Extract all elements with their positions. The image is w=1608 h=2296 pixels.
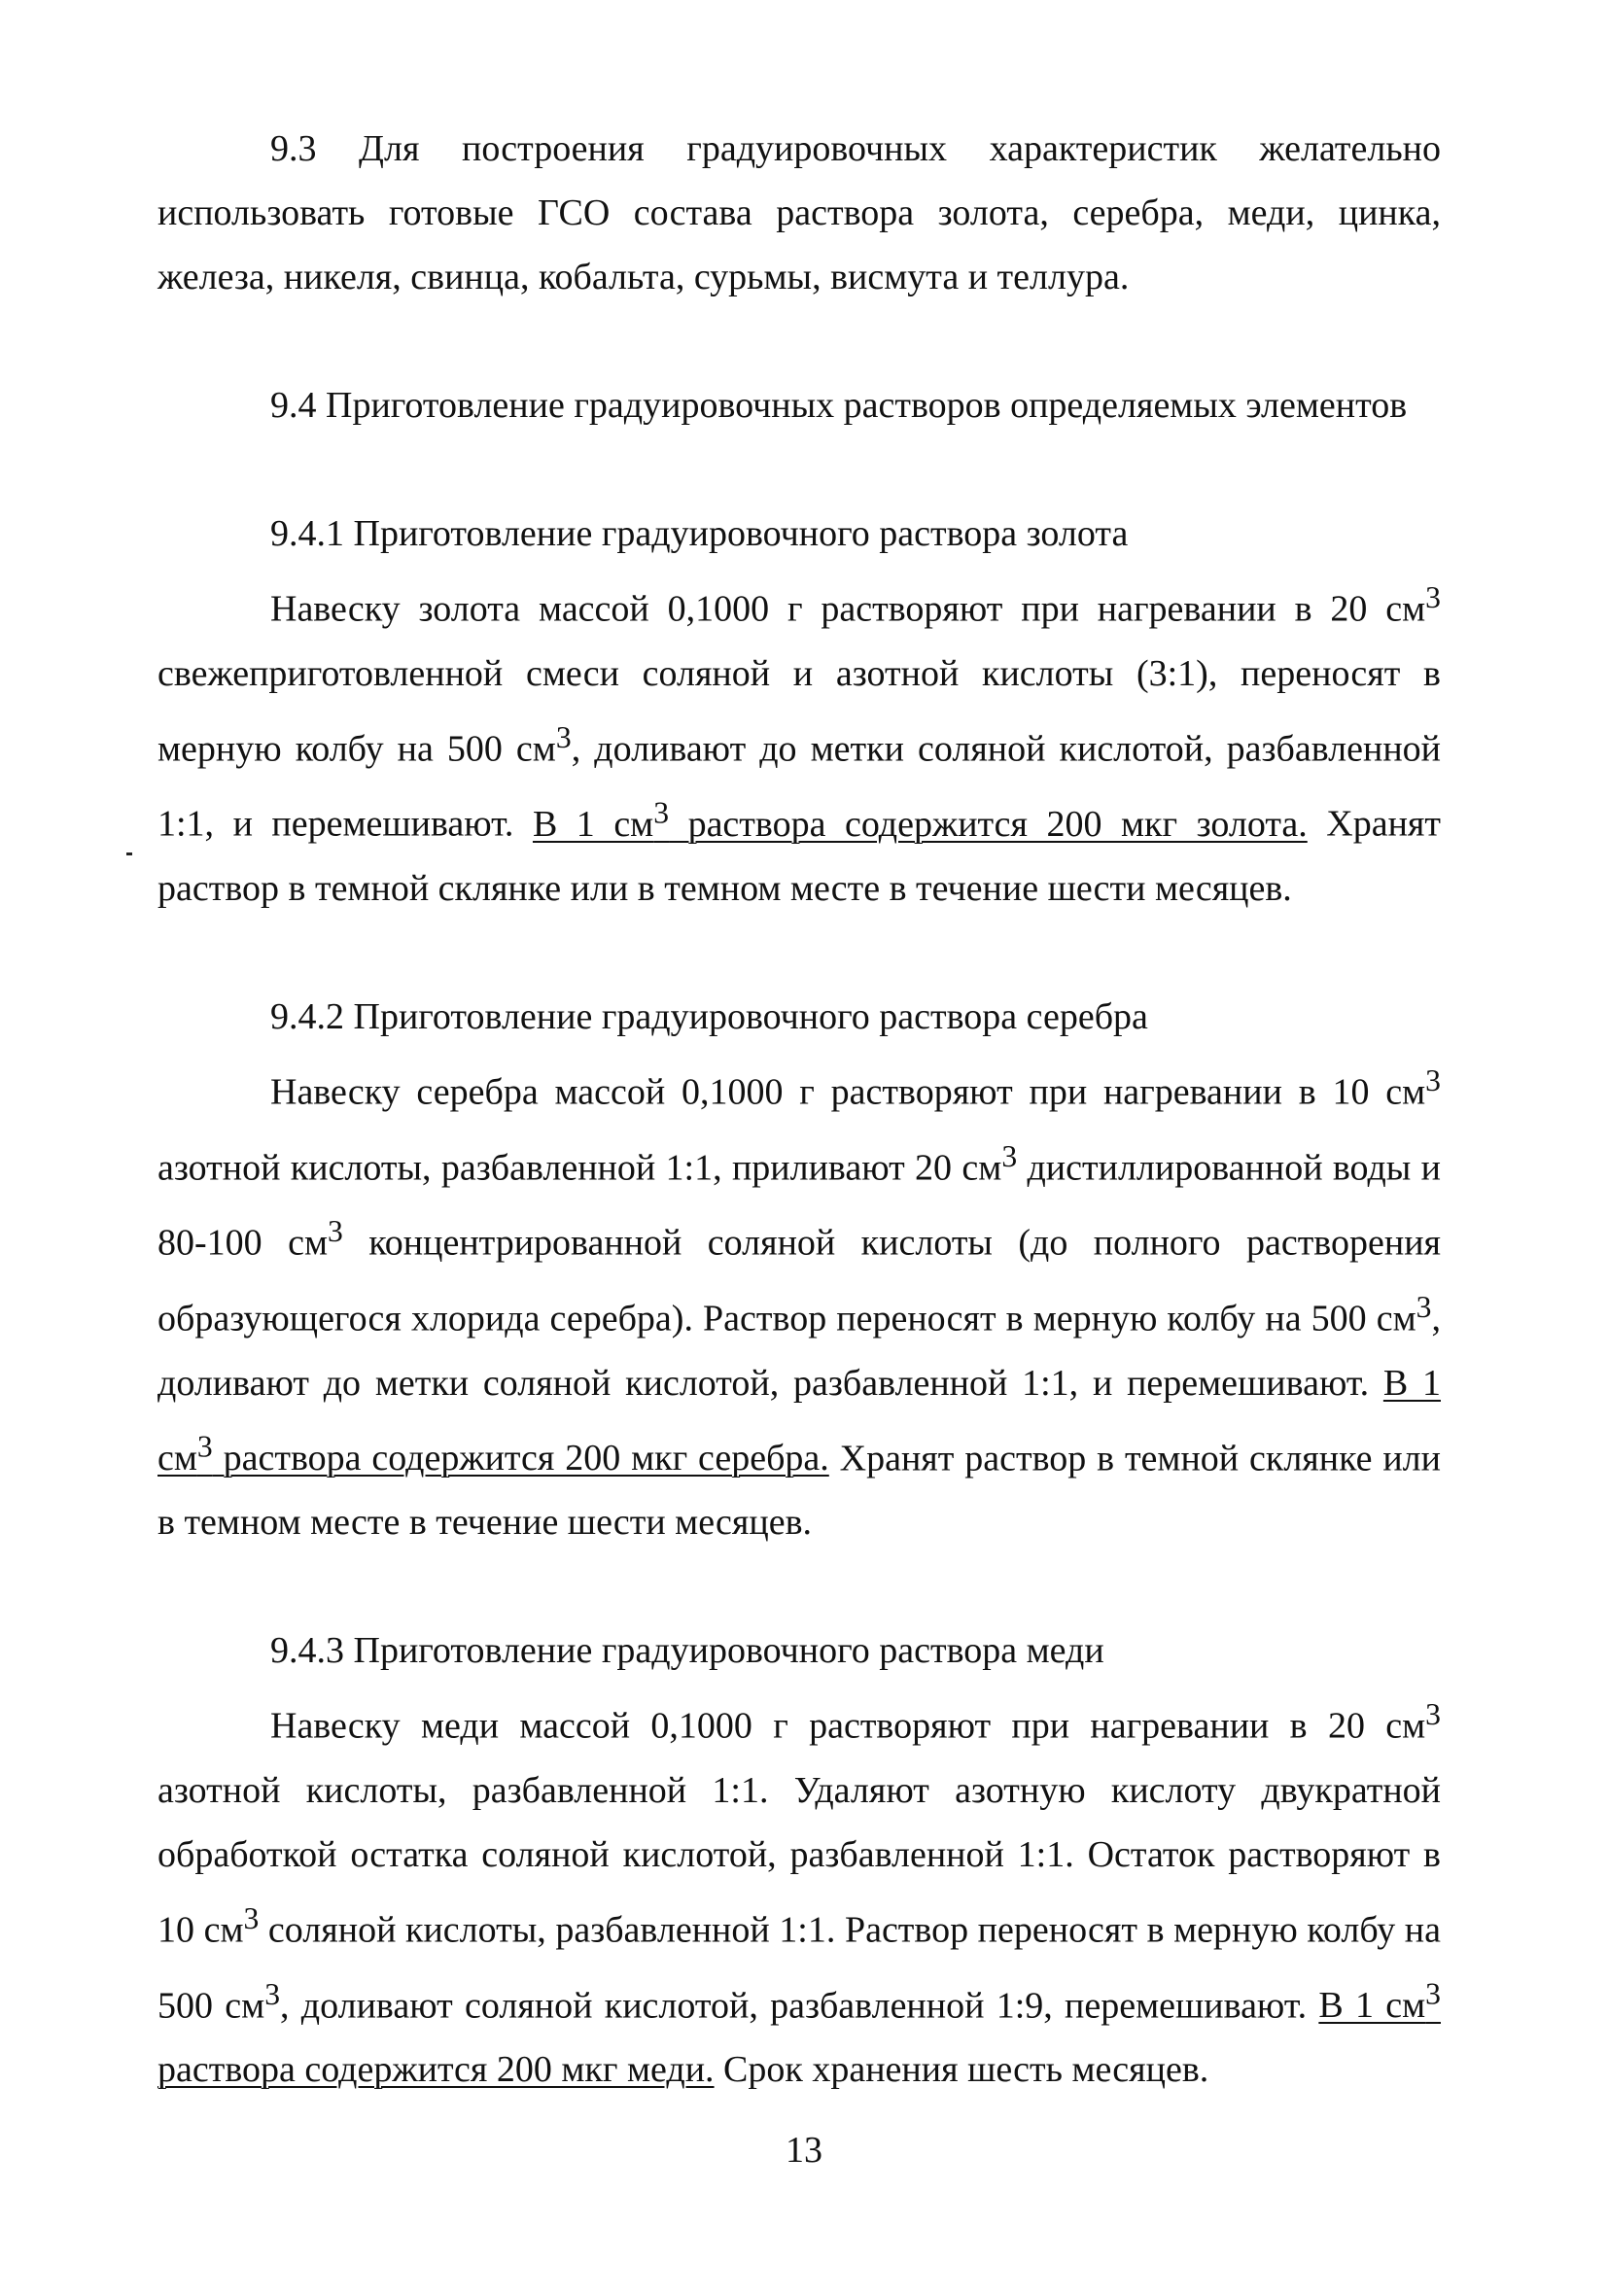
text-run: Срок хранения шесть месяцев. [714,2049,1209,2091]
spacer [157,921,1441,985]
heading-text: 9.4.2 Приготовление градуировочного раствора серебра [270,995,1148,1037]
text-run: азотной кислоты, разбавленной 1:1, приливают 20 см [157,1147,1002,1189]
text-run: раствора содержится 200 мкг золота. [669,803,1308,845]
spacer [157,437,1441,502]
document-page [157,117,1441,2102]
text-run: концентрированной соляной кислоты (до полного растворения образующегося хлорида серебра). Раствор переносят в мерную колбу на 500 см [157,1222,1442,1339]
heading-text: 9.4.3 Приготовление градуировочного раствора меди [270,1630,1104,1672]
text-run: , доливают соляной кислотой, разбавленной 1:9, перемешивают. [280,1985,1319,2027]
underlined-statement [532,795,1308,845]
text-run: азотной кислоты, разбавленной 1:1. Удаляют азотную кислоту двукратной обработкой остатка соляной кислотой, разбавленной 1:1. Остаток растворяют в 10 см [157,1769,1441,1951]
superscript: 3 [243,1900,260,1935]
paragraph-9-4-2 [157,1049,1441,1554]
superscript: 3 [264,1976,281,2011]
text-run: В 1 см [1318,1985,1426,2027]
heading-9-4 [157,373,1441,437]
heading-9-4-1 [157,502,1441,566]
text-run: , доливают до метки соляной кислотой, разбавленной 1:1, и перемешивают. [157,728,1441,845]
text-run: свежеприготовленной смеси соляной и азотной кислоты (3:1), переносят в мерную колбу на 500 см [157,652,1441,770]
text-run: соляной кислоты, разбавленной 1:1. Раствор переносят в мерную колбу на 500 см [157,1909,1441,2027]
superscript: 3 [1416,1289,1432,1324]
paragraph-9-3 [157,117,1441,309]
spacer [157,309,1441,373]
text-run: Хранят раствор в темной склянке или в темном месте в течение шести месяцев. [157,1438,1441,1544]
page-number: 13 [786,2130,822,2171]
superscript: 3 [555,719,572,754]
heading-9-4-3 [157,1618,1441,1683]
scan-speck [126,852,132,855]
superscript: 3 [1425,1697,1441,1732]
superscript: 3 [1425,1062,1441,1097]
superscript: 3 [1425,1976,1441,2011]
text-run: Навеску золота массой 0,1000 г растворяют при нагревании в 20 см [270,588,1426,630]
spacer [157,1554,1441,1618]
superscript: 3 [196,1429,213,1464]
text-run: Хранят раствор в темной склянке или в темном месте в течение шести месяцев. [157,803,1442,909]
text-run: дистиллированной воды и 80-100 см [157,1147,1441,1264]
heading-text: 9.4.1 Приготовление градуировочного раствора золота [270,513,1129,554]
superscript: 3 [1425,580,1441,614]
text-run: Навеску серебра массой 0,1000 г растворяют при нагревании в 10 см [270,1071,1426,1113]
paragraph-9-4-1 [157,566,1441,921]
superscript: 3 [653,795,670,830]
text-run: раствора содержится 200 мкг меди. [157,2049,715,2091]
superscript: 3 [1001,1138,1018,1173]
superscript: 3 [328,1214,343,1249]
heading-9-4-2 [157,985,1441,1049]
text-run: раствора содержится 200 мкг серебра. [212,1438,829,1479]
text-run: , доливают до метки соляной кислотой, разбавленной 1:1, и перемешивают. [157,1298,1441,1404]
heading-text: 9.4 Приготовление градуировочных растворов определяемых элементов [270,385,1408,426]
text-run: В 1 см [157,1362,1441,1479]
text-run: Навеску меди массой 0,1000 г растворяют при нагревании в 20 см [270,1705,1426,1747]
paragraph-9-4-3 [157,1683,1441,2102]
paragraph-text: 9.3 Для построения градуировочных характеристик желательно использовать готовые ГСО состава раствора золота, серебра, меди, цинка, железа, никеля, свинца, кобальта, сурьмы, висмута и теллура. [157,128,1441,297]
text-run: В 1 см [532,803,654,845]
